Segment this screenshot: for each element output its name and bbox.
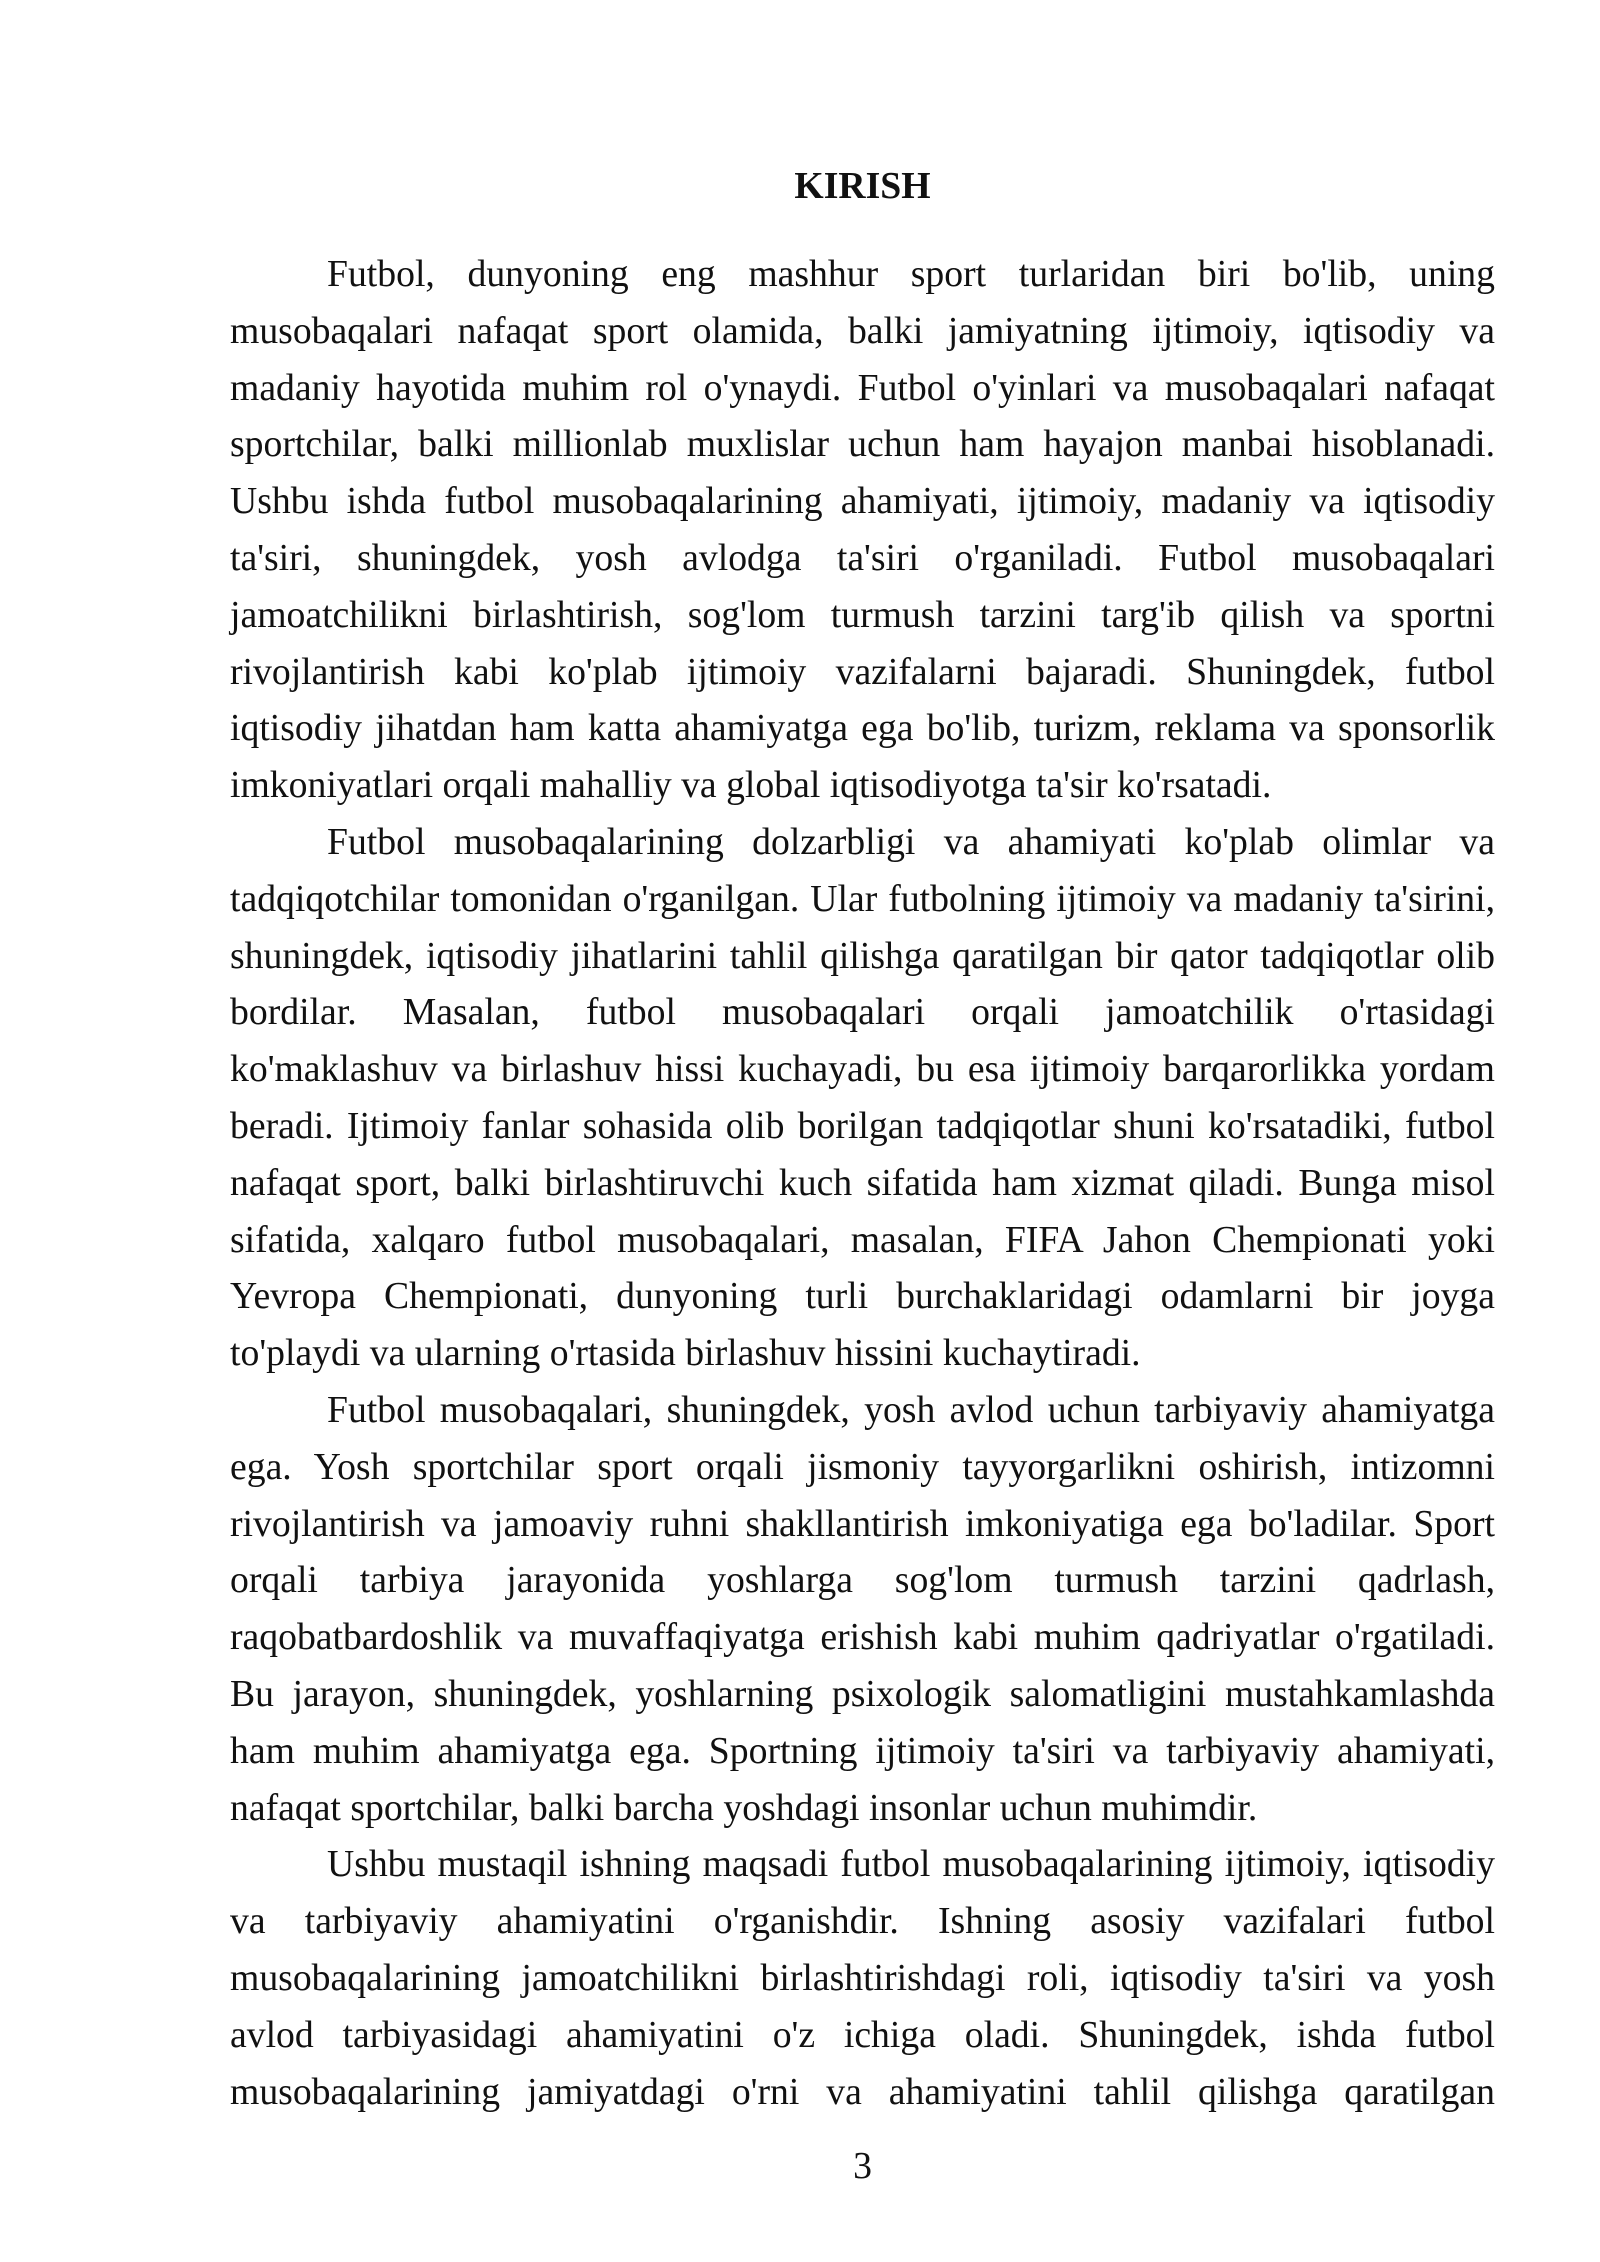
text-line: Ushbu ishda futbol musobaqalarining ahamiyati, ijtimoiy, madaniy va iqtisodiy (230, 480, 1495, 523)
text-line: Bu jarayon, shuningdek, yoshlarning psixologik salomatligini mustahkamlashda (230, 1672, 1495, 1715)
page-number: 3 (853, 2145, 872, 2187)
text-line: orqali tarbiya jarayonida yoshlarga sog'lom turmush tarzini qadrlash, (230, 1559, 1495, 1602)
text-line: Futbol, dunyoning eng mashhur sport turlaridan biri bo'lib, uning (327, 253, 1495, 295)
text-line: to'playdi va ularning o'rtasida birlashuv hissini kuchaytiradi. (230, 1332, 1141, 1375)
body-paragraph (230, 814, 1495, 1382)
text-line: ega. Yosh sportchilar sport orqali jismoniy tayyorgarlikni oshirish, intizomni (230, 1445, 1495, 1488)
text-line: beradi. Ijtimoiy fanlar sohasida olib borilgan tadqiqotlar shuni ko'rsatadiki, futbol (230, 1104, 1495, 1147)
body-paragraph (230, 1836, 1495, 2120)
text-line: musobaqalarining jamiyatdagi o'rni va ahamiyatini tahlil qilishga qaratilgan (230, 2070, 1495, 2113)
text-line: Yevropa Chempionati, dunyoning turli burchaklaridagi odamlarni bir joyga (230, 1275, 1495, 1318)
text-line: shuningdek, iqtisodiy jihatlarini tahlil qilishga qaratilgan bir qator tadqiqotlar olib (230, 934, 1495, 977)
text-line: rivojlantirish kabi ko'plab ijtimoiy vazifalarni bajaradi. Shuningdek, futbol (230, 650, 1495, 693)
text-line: nafaqat sport, balki birlashtiruvchi kuch sifatida ham xizmat qiladi. Bunga misol (230, 1161, 1495, 1204)
text-line: iqtisodiy jihatdan ham katta ahamiyatga ega bo'lib, turizm, reklama va sponsorlik (230, 707, 1495, 750)
text-line: ham muhim ahamiyatga ega. Sportning ijtimoiy ta'siri va tarbiyaviy ahamiyati, (230, 1729, 1495, 1772)
text-line: bordilar. Masalan, futbol musobaqalari orqali jamoatchilik o'rtasidagi (230, 991, 1495, 1034)
text-line: imkoniyatlari orqali mahalliy va global iqtisodiyotga ta'sir ko'rsatadi. (230, 764, 1272, 807)
text-line: Futbol musobaqalarining dolzarbligi va ahamiyati ko'plab olimlar va (327, 820, 1495, 863)
text-line: Futbol musobaqalari, shuningdek, yosh avlod uchun tarbiyaviy ahamiyatga (327, 1388, 1495, 1431)
text-line: jamoatchilikni birlashtirish, sog'lom turmush tarzini targ'ib qilish va sportni (230, 593, 1495, 636)
text-line: musobaqalarining jamoatchilikni birlashtirishdagi roli, iqtisodiy ta'siri va yosh (230, 1956, 1495, 1999)
text-line: musobaqalari nafaqat sport olamida, balki jamiyatning ijtimoiy, iqtisodiy va (230, 309, 1495, 352)
text-line: tadqiqotchilar tomonidan o'rganilgan. Ular futbolning ijtimoiy va madaniy ta'sirini, (230, 877, 1495, 920)
text-line: va tarbiyaviy ahamiyatini o'rganishdir. Ishning asosiy vazifalari futbol (230, 1900, 1495, 1943)
body-text (230, 246, 1495, 2120)
text-line: nafaqat sportchilar, balki barcha yoshdagi insonlar uchun muhimdir. (230, 1786, 1258, 1829)
text-line: Ushbu mustaqil ishning maqsadi futbol musobaqalarining ijtimoiy, iqtisodiy (327, 1843, 1495, 1886)
body-paragraph (230, 1382, 1495, 1836)
text-line: rivojlantirish va jamoaviy ruhni shakllantirish imkoniyatiga ega bo'ladilar. Sport (230, 1502, 1495, 1545)
text-line: ta'siri, shuningdek, yosh avlodga ta'siri o'rganiladi. Futbol musobaqalari (230, 536, 1495, 579)
text-line: avlod tarbiyasidagi ahamiyatini o'z ichiga oladi. Shuningdek, ishda futbol (230, 2013, 1495, 2056)
text-line: ko'maklashuv va birlashuv hissi kuchayadi, bu esa ijtimoiy barqarorlikka yordam (230, 1048, 1495, 1091)
text-line: sportchilar, balki millionlab muxlislar uchun ham hayajon manbai hisoblanadi. (230, 423, 1495, 466)
text-line: madaniy hayotida muhim rol o'ynaydi. Futbol o'yinlari va musobaqalari nafaqat (230, 366, 1495, 409)
section-heading: KIRISH (794, 165, 931, 207)
text-line: raqobatbardoshlik va muvaffaqiyatga erishish kabi muhim qadriyatlar o'rgatiladi. (230, 1616, 1495, 1659)
text-line: sifatida, xalqaro futbol musobaqalari, masalan, FIFA Jahon Chempionati yoki (230, 1218, 1495, 1261)
body-paragraph (230, 246, 1495, 814)
